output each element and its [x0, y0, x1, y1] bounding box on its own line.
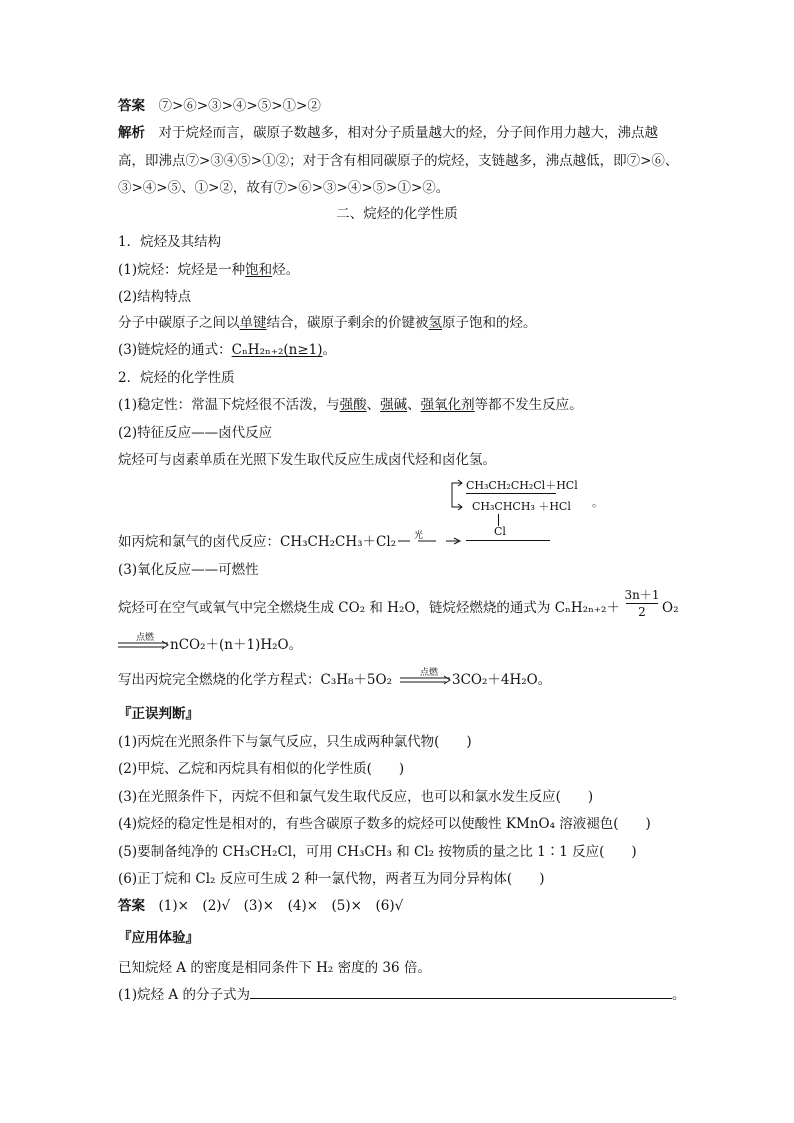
apply-p1: 已知烷烃 A 的密度是相同条件下 H₂ 密度的 36 倍。	[118, 960, 431, 976]
product-1: CH₃CH₂CH₂Cl＋HCl	[466, 479, 578, 492]
ignite-arrow-2	[400, 675, 452, 685]
s2-p4	[118, 533, 396, 551]
s2-p2: (2)特征反应——卤代反应	[118, 425, 273, 441]
branch-bracket	[448, 478, 468, 514]
apply-q1-post: 。	[671, 987, 686, 1003]
judge-item-4: (4)烷烃的稳定性是相对的，有些含碳原子数多的烷烃可以使酸性 KMnO₄ 溶液褪色( )	[118, 816, 651, 832]
s1-p4-formula: CₙH₂ₙ₊₂(n≥1)	[231, 342, 323, 358]
s2-p8-post: 3CO₂＋4H₂O。	[452, 672, 552, 688]
apply-q1	[118, 986, 685, 1004]
s1-p1-post: 烃。	[272, 262, 300, 278]
s1-p3-pre: 分子中碳原子之间以	[118, 315, 240, 331]
fraction-bar	[626, 603, 658, 604]
s2-p8	[118, 671, 392, 689]
fraction-numerator: 3n＋1	[624, 588, 660, 602]
s2-p6	[118, 599, 620, 617]
apply-q1-pre: (1)烷烃 A 的分子式为	[118, 987, 250, 1003]
judge-answer-value: (1)× (2)√ (3)× (4)× (5)× (6)√	[158, 898, 404, 914]
fraction-denominator: 2	[638, 605, 646, 619]
light-condition: 光	[414, 531, 424, 541]
ignite-condition-1: 点燃	[136, 633, 155, 643]
s2-p1-u2: 强碱	[380, 397, 408, 413]
product-cl: Cl	[494, 525, 506, 538]
product-divider	[466, 493, 556, 494]
s2-p8-pre: 写出丙烷完全燃烧的化学方程式：C₃H₈＋5O₂	[118, 672, 392, 688]
s1-p3	[118, 314, 537, 332]
s1-p3-mid: 结合，碳原子剩余的价键被	[266, 315, 429, 331]
s1-heading: 1．烷烃及其结构	[118, 234, 222, 250]
answer-label: 答案	[118, 98, 145, 114]
s1-p4-post: 。	[322, 342, 336, 358]
section-title: 二、烷烃的化学性质	[336, 206, 458, 222]
s2-heading: 2．烷烃的化学性质	[118, 370, 235, 386]
s2-p7: nCO₂＋(n＋1)H₂O。	[170, 637, 303, 653]
s1-p4-pre: (3)链烷烃的通式：	[118, 342, 232, 358]
answer-value: ⑦>⑥>③>④>⑤>①>②	[158, 98, 321, 114]
ignite-arrow-1	[118, 640, 170, 650]
s2-p1-u1: 强酸	[339, 397, 367, 413]
s2-p6-post: O₂	[662, 600, 679, 616]
judge-item-2: (2)甲烷、乙烷和丙烷具有相似的化学性质( )	[118, 761, 405, 777]
judge-title: 『正误判断』	[118, 706, 199, 722]
reaction-arrow	[398, 536, 464, 546]
product-dot: 。	[592, 496, 603, 509]
judge-answer-label: 答案	[118, 898, 145, 914]
judge-answer	[118, 897, 403, 915]
judge-item-5: (5)要制备纯净的 CH₃CH₂Cl，可用 CH₃CH₃ 和 Cl₂ 按物质的量之比 1∶1 反应( )	[118, 844, 637, 860]
s2-p4-pre: 如丙烷和氯气的卤代反应：CH₃CH₂CH₃＋Cl₂	[118, 534, 397, 550]
s2-p6-pre: 烷烃可在空气或氧气中完全燃烧生成 CO₂ 和 H₂O，链烷烃燃烧的通式为 CₙH₂ₙ₊₂＋	[118, 600, 620, 616]
analysis-line-2: 高，即沸点⑦>③④⑤>①②；对于含有相同碳原子的烷烃，支链越多，沸点越低，即⑦>⑥、	[118, 153, 679, 169]
s1-p3-u1: 单键	[239, 315, 267, 331]
s2-p3: 烷烃可与卤素单质在光照下发生取代反应生成卤代烃和卤化氢。	[118, 452, 496, 468]
s1-p1-underline: 饱和	[245, 262, 273, 278]
product-underline	[466, 540, 550, 541]
analysis-text-1: 对于烷烃而言，碳原子数越多，相对分子质量越大的烃，分子间作用力越大，沸点越	[158, 125, 658, 141]
s1-p3-post: 原子饱和的烃。	[442, 315, 537, 331]
s1-p4	[118, 341, 336, 359]
s1-p1	[118, 261, 299, 279]
answer-line	[118, 97, 321, 115]
ignite-condition-2: 点燃	[420, 668, 439, 678]
s2-p1-u3: 强氧化剂	[420, 397, 475, 413]
s2-p1	[118, 396, 583, 414]
s1-p1-pre: (1)烷烃：烷烃是一种	[118, 262, 246, 278]
analysis-label: 解析	[118, 125, 145, 141]
s1-p3-u2: 氢	[428, 315, 442, 331]
analysis-line-1	[118, 124, 658, 142]
judge-item-1: (1)丙烷在光照条件下与氯气反应，只生成两种氯代物( )	[118, 734, 472, 750]
s2-p1-post: 等都不发生反应。	[474, 397, 583, 413]
s2-p1-sep1: 、	[366, 397, 381, 413]
s1-p2: (2)结构特点	[118, 289, 192, 305]
judge-item-6: (6)正丁烷和 Cl₂ 反应可生成 2 种一氯代物，两者互为同分异构体( )	[118, 871, 545, 887]
s2-p1-sep2: 、	[407, 397, 421, 413]
judge-item-3: (3)在光照条件下，丙烷不但和氯气发生取代反应，也可以和氯水发生反应( )	[118, 789, 594, 805]
apply-title: 『应用体验』	[118, 930, 199, 946]
answer-blank[interactable]	[250, 986, 672, 999]
s2-p5: (3)氧化反应——可燃性	[118, 562, 259, 578]
analysis-line-3: ③>④>⑤、①>②，故有⑦>⑥>③>④>⑤>①>②。	[118, 180, 450, 196]
s2-p1-pre: (1)稳定性：常温下烷烃很不活泼，与	[118, 397, 340, 413]
product-2: CH₃CHCH₃ ＋HCl	[472, 500, 571, 513]
